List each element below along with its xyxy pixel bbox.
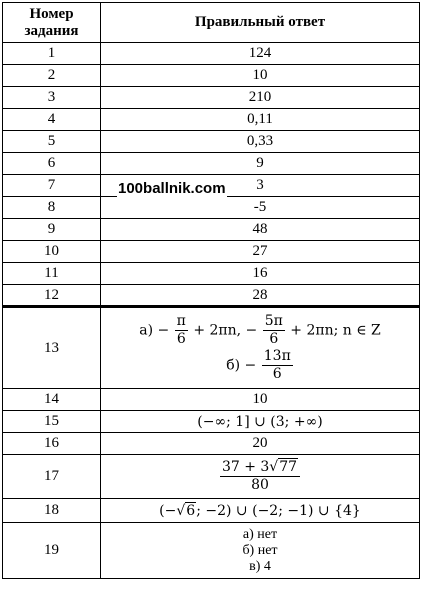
task-number: 1	[3, 43, 101, 65]
fraction-numerator: 5π	[264, 313, 283, 329]
table-row-18	[3, 499, 420, 523]
sqrt-radicand: 77	[279, 459, 298, 475]
task-number: 4	[3, 109, 101, 131]
table-row	[3, 43, 420, 65]
sqrt-radicand: 6	[186, 502, 196, 519]
fraction	[175, 313, 188, 348]
task-number: 2	[3, 65, 101, 87]
task-number: 15	[3, 411, 101, 433]
table-row	[3, 65, 420, 87]
table-row-13	[3, 307, 420, 389]
answer-cell: 10	[101, 389, 420, 411]
task-number: 3	[3, 87, 101, 109]
answer-cell: 48	[101, 219, 420, 241]
fraction-numerator: π	[176, 313, 186, 329]
fraction	[263, 313, 285, 348]
task-number: 9	[3, 219, 101, 241]
answer-cell: -5	[101, 197, 420, 219]
table-row	[3, 109, 420, 131]
answer-13-part-b	[101, 348, 419, 383]
fraction	[220, 459, 300, 494]
answer-cell: 210	[101, 87, 420, 109]
answer-column-header: Правильный ответ	[101, 3, 420, 43]
answer-line: а) нет	[242, 526, 278, 542]
task-number: 14	[3, 389, 101, 411]
task-number: 17	[3, 455, 101, 499]
table-row	[3, 131, 420, 153]
answer-cell-13	[101, 307, 420, 389]
answer-cell: 0,11	[101, 109, 420, 131]
answer-cell: 27	[101, 241, 420, 263]
answer-13-part-a	[101, 313, 419, 348]
task-number: 8	[3, 197, 101, 219]
task-number: 12	[3, 285, 101, 307]
header-row	[3, 3, 420, 43]
table-row	[3, 389, 420, 411]
table-row	[3, 263, 420, 285]
answer-cell: 124	[101, 43, 420, 65]
math-text: + 2πn, −	[193, 322, 258, 339]
answer-line: в) 4	[249, 558, 271, 574]
task-number: 18	[3, 499, 101, 523]
table-row	[3, 219, 420, 241]
table-row	[3, 241, 420, 263]
task-number: 6	[3, 153, 101, 175]
fraction	[262, 348, 293, 383]
number-header-line-1: Номер	[29, 5, 74, 22]
math-text: ; −2) ∪ (−2; −1) ∪ {4}	[196, 502, 361, 519]
answer-line: б) нет	[242, 542, 278, 558]
math-text: а) −	[139, 322, 170, 339]
number-column-header	[3, 3, 101, 43]
table-row	[3, 411, 420, 433]
math-text: (−	[159, 502, 177, 519]
fraction-denominator: 80	[251, 477, 269, 493]
task-number: 13	[3, 307, 101, 389]
answer-cell-19	[101, 523, 420, 579]
task-number: 10	[3, 241, 101, 263]
table-row	[3, 433, 420, 455]
table-row	[3, 87, 420, 109]
number-header-line-2: задания	[24, 22, 79, 39]
answer-cell: 9	[101, 153, 420, 175]
answer-cell: 3	[101, 175, 420, 197]
task-number: 16	[3, 433, 101, 455]
math-text: 37 + 3	[221, 459, 270, 475]
task-number: 19	[3, 523, 101, 579]
fraction-denominator: 6	[269, 331, 279, 347]
answer-cell: 10	[101, 65, 420, 87]
answer-cell: 0,33	[101, 131, 420, 153]
answer-cell: 20	[101, 433, 420, 455]
fraction-denominator: 6	[272, 366, 282, 382]
task-number: 7	[3, 175, 101, 197]
task-number: 11	[3, 263, 101, 285]
math-text: + 2πn; n ∈ Z	[290, 322, 381, 339]
answer-cell-17	[101, 455, 420, 499]
answer-cell: 28	[101, 285, 420, 307]
answer-cell: (−∞; 1] ∪ (3; +∞)	[101, 411, 420, 433]
table-row	[3, 197, 420, 219]
table-row	[3, 285, 420, 307]
table-row-19	[3, 523, 420, 579]
table-row	[3, 153, 420, 175]
fraction-denominator: 6	[176, 331, 186, 347]
answers-table	[2, 2, 420, 579]
math-text: б) −	[226, 357, 257, 374]
watermark: 100ballnik.com	[118, 180, 226, 197]
table-row-17	[3, 455, 420, 499]
answer-cell: 16	[101, 263, 420, 285]
answer-cell-18: (−√6; −2) ∪ (−2; −1) ∪ {4}	[101, 499, 420, 523]
fraction-numerator: 13π	[263, 348, 291, 364]
task-number: 5	[3, 131, 101, 153]
fraction-numerator: 37 + 3√77	[220, 459, 300, 477]
